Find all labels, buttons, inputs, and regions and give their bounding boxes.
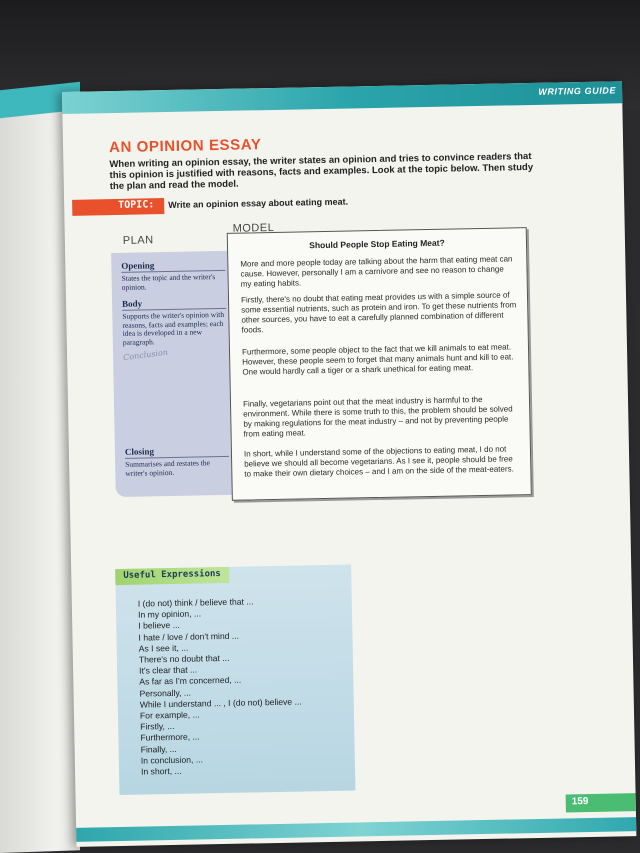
plan-label: PLAN	[122, 234, 154, 247]
useful-expressions-title-bar	[115, 567, 229, 585]
plan-body-text: Supports the writer's opinion with reasons, facts and examples; each idea is developed in a new paragraph.	[122, 309, 225, 347]
topic-label: TOPIC:	[118, 199, 155, 211]
textbook-page	[62, 81, 636, 847]
plan-closing-heading: Closing	[124, 446, 155, 457]
expression-item: There's no doubt that ...	[138, 652, 230, 665]
expression-item: I hate / love / don't mind ...	[138, 630, 240, 643]
page-number-bar	[566, 793, 636, 812]
expression-item: Firstly, ...	[140, 721, 175, 732]
expression-item: It's clear that ...	[139, 664, 198, 676]
plan-opening-heading: Opening	[121, 260, 155, 271]
model-paragraph: Furthermore, some people object to the fact that we kill animals to eat meat. However, these people seem to forget that many animals hunt and kill to eat. One would hardly call a tiger or a shark unethical for eating meat.	[241, 342, 514, 377]
topic-text: Write an opinion essay about eating meat.	[168, 196, 349, 210]
model-paragraph: More and more people today are talking about the harm that eating meat can cause. However, personally I am a carnivore and see no reason to change my eating habits.	[240, 254, 513, 289]
handwritten-note: Conclusion	[122, 347, 169, 363]
plan-closing-text: Summarises and restates the writer's opinion.	[125, 458, 211, 478]
model-paragraph: In short, while I understand some of the objections to eating meat, I do not believe we should all become vegetarians. As I see it, people should be free to make their own dietary choices – and I am on the side of the meat-eaters.	[243, 444, 514, 479]
intro-text: When writing an opinion essay, the writer states an opinion and tries to convince readers that this opinion is justified with reasons, facts and examples. Look at the topic below. Then study the plan and read the model.	[109, 151, 534, 193]
page-number: 159	[571, 796, 589, 808]
expression-item: Finally, ...	[140, 743, 177, 755]
section-title: WRITING GUIDE	[538, 85, 617, 97]
useful-expressions-list	[138, 596, 303, 778]
useful-expressions-title: Useful Expressions	[123, 569, 221, 581]
expression-item: In my opinion, ...	[137, 608, 202, 620]
expression-item: As I see it, ...	[138, 642, 189, 654]
plan-body-heading: Body	[121, 298, 143, 309]
expression-item: I (do not) think / believe that ...	[137, 596, 254, 609]
expression-item: Personally, ...	[139, 687, 192, 699]
useful-expressions-box	[115, 565, 355, 795]
topic-row	[64, 194, 364, 218]
expression-item: As far as I'm concerned, ...	[139, 675, 242, 688]
expression-item: While I understand ... , I (do not) believe ...	[139, 696, 302, 710]
expression-item: I believe ...	[138, 620, 180, 632]
model-label: MODEL	[232, 221, 275, 235]
expression-item: Furthermore, ...	[140, 731, 200, 744]
model-essay-heading: Should People Stop Eating Meat?	[309, 237, 445, 251]
expression-item: For example, ...	[139, 709, 200, 721]
expression-item: In short, ...	[140, 765, 182, 777]
expression-item: In conclusion, ...	[140, 754, 204, 766]
model-paragraph: Firstly, there's no doubt that eating meat provides us with a simple source of some essential nutrients, such as protein and iron. To get these nutrients from other sources, you have to eat a carefully planned combination of different foods.	[240, 290, 517, 335]
topic-badge	[72, 198, 164, 216]
model-essay-box	[227, 227, 532, 501]
plan-opening-text: States the topic and the writer's opinion.	[121, 272, 216, 292]
essay-title: AN OPINION ESSAY	[108, 136, 262, 157]
model-paragraph: Finally, vegetarians point out that the meat industry is harmful to the environment. While there is some truth to this, the problem should be solved by making regulations for the meat industry – and not by preventing people from eating meat.	[242, 394, 513, 439]
footer-band	[66, 817, 636, 842]
plan-box	[111, 251, 236, 497]
